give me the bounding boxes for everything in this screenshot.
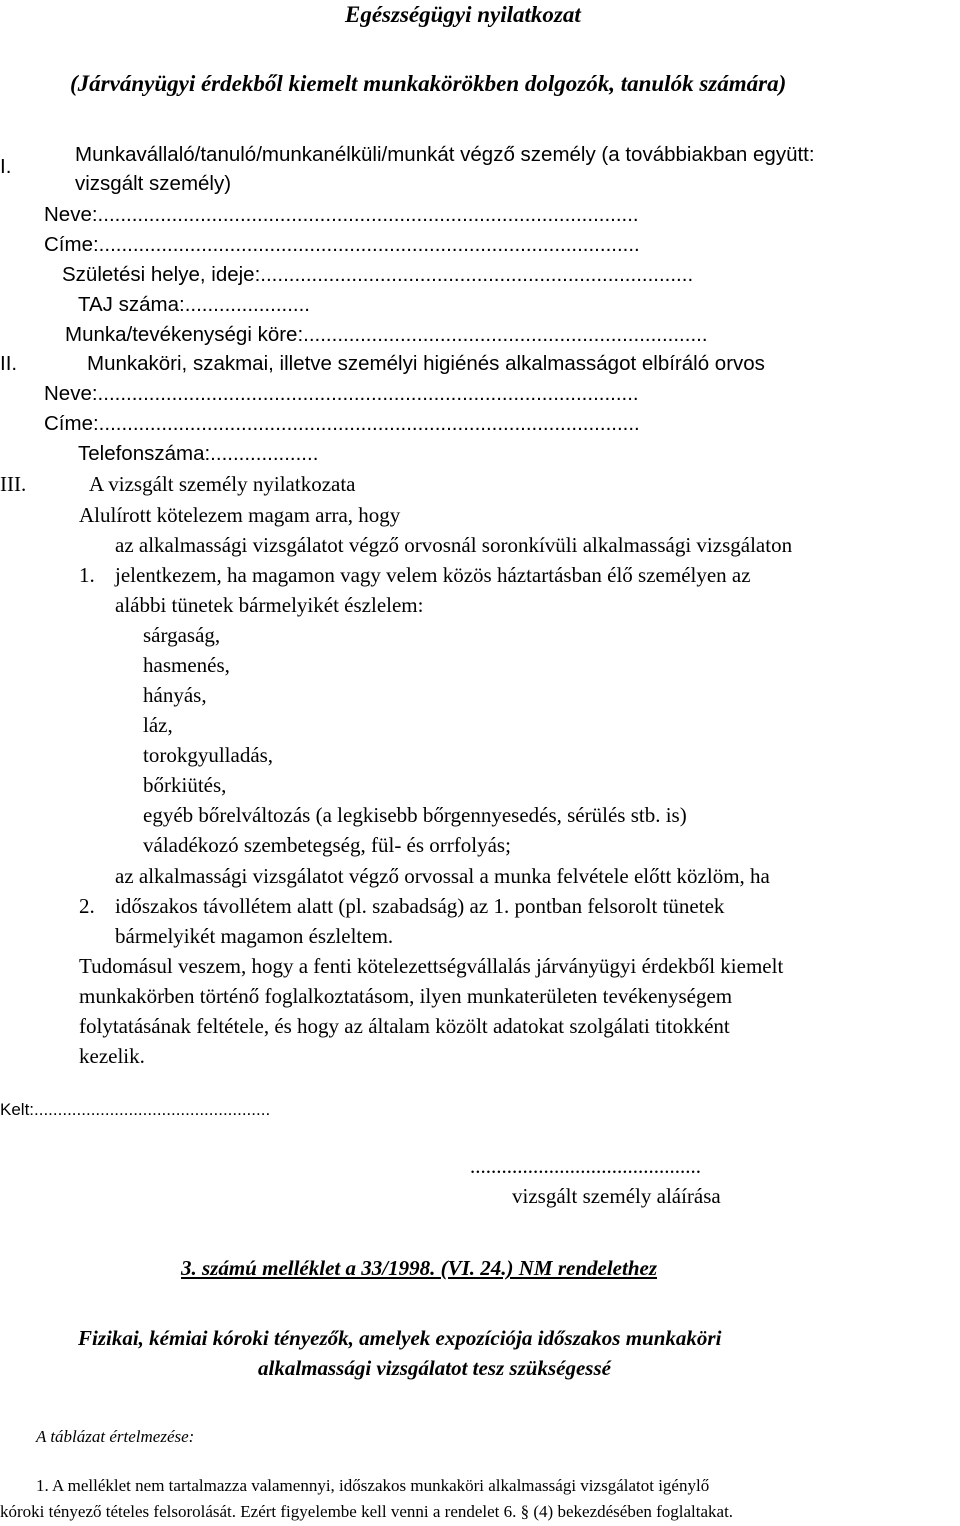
symptom-item: hasmenés,	[143, 653, 230, 677]
item-2-line3: bármelyikét magamon észleltem.	[115, 924, 394, 948]
table-note-heading: A táblázat értelmezése:	[36, 1427, 195, 1446]
symptom-item: egyéb bőrelváltozás (a legkisebb bőrgennyesedés, sérülés stb. is)	[143, 803, 687, 827]
section-3-intro: Alulírott kötelezem magam arra, hogy	[79, 503, 401, 527]
symptom-item: sárgaság,	[143, 623, 221, 647]
annex-heading-line1: Fizikai, kémiai kóroki tényezők, amelyek expozíciója időszakos munkaköri	[78, 1326, 722, 1350]
item-2-line1: az alkalmassági vizsgálatot végző orvossal a munka felvétele előtt közlöm, ha	[115, 864, 770, 888]
symptom-item: hányás,	[143, 683, 207, 707]
section-2-heading: Munkaköri, szakmai, illetve személyi higiénés alkalmasságot elbíráló orvos	[87, 352, 765, 375]
section-3-number: III.	[0, 472, 27, 496]
symptom-item: láz,	[143, 713, 173, 737]
section-1-work-field: Munka/tevékenységi köre:.......................................................................	[65, 323, 708, 346]
section-2-number: II.	[0, 352, 18, 375]
item-2-number: 2.	[79, 894, 95, 918]
document-title: Egészségügyi nyilatkozat	[345, 2, 581, 27]
symptom-item: váladékozó szembetegség, fül- és orrfolyás;	[143, 833, 511, 857]
date-field: Kelt:..................................................	[0, 1100, 271, 1119]
section-1-heading-line1: Munkavállaló/tanuló/munkanélküli/munkát végző személy (a továbbiakban együtt:	[75, 143, 815, 166]
item-1-line3: alábbi tünetek bármelyikét észlelem:	[115, 593, 424, 617]
symptom-item: torokgyulladás,	[143, 743, 274, 767]
closing-paragraph-line: Tudomásul veszem, hogy a fenti kötelezettségvállalás járványügyi érdekből kiemelt	[79, 954, 784, 978]
section-1-number: I.	[0, 155, 12, 178]
section-1-heading-line2: vizsgált személy)	[75, 172, 232, 195]
section-3-heading: A vizsgált személy nyilatkozata	[89, 472, 356, 496]
section-1-birth-field: Születési helye, ideje:............................................................................	[62, 263, 694, 286]
document-subtitle: (Járványügyi érdekből kiemelt munkakörökben dolgozók, tanulók számára)	[70, 71, 787, 96]
section-1-address-field: Címe:...............................................................................................	[44, 233, 640, 256]
signature-label: vizsgált személy aláírása	[512, 1184, 721, 1208]
annex-note-line1: 1. A melléklet nem tartalmazza valamennyi, időszakos munkaköri alkalmassági vizsgálatot igénylő	[36, 1476, 710, 1495]
item-2-line2: időszakos távollétem alatt (pl. szabadság) az 1. pontban felsorolt tünetek	[115, 894, 725, 918]
closing-paragraph-line: kezelik.	[79, 1044, 145, 1068]
signature-line: ............................................	[470, 1154, 701, 1178]
section-1-taj-field: TAJ száma:......................	[78, 293, 310, 316]
annex-note-line2: kóroki tényező tételes felsorolását. Ezért figyelembe kell venni a rendelet 6. § (4) bekezdésében foglaltakat.	[0, 1502, 734, 1521]
annex-title: 3. számú melléklet a 33/1998. (VI. 24.) NM rendelethez	[181, 1256, 657, 1280]
item-1-line2: jelentkezem, ha magamon vagy velem közös háztartásban élő személyen az	[115, 563, 751, 587]
item-1-line1: az alkalmassági vizsgálatot végző orvosnál soronkívüli alkalmassági vizsgálaton	[115, 533, 793, 557]
section-2-name-field: Neve:...............................................................................................	[44, 382, 639, 405]
section-2-phone-field: Telefonszáma:...................	[78, 442, 319, 465]
item-1-number: 1.	[79, 563, 95, 587]
symptom-item: bőrkiütés,	[143, 773, 227, 797]
section-2-address-field: Címe:...............................................................................................	[44, 412, 640, 435]
closing-paragraph-line: folytatásának feltétele, és hogy az általam közölt adatokat szolgálati titokként	[79, 1014, 730, 1038]
section-1-name-field: Neve:...............................................................................................	[44, 203, 639, 226]
annex-heading-line2: alkalmassági vizsgálatot tesz szükségessé	[258, 1356, 611, 1380]
closing-paragraph-line: munkakörben történő foglalkoztatásom, ilyen munkaterületen tevékenységem	[79, 984, 733, 1008]
